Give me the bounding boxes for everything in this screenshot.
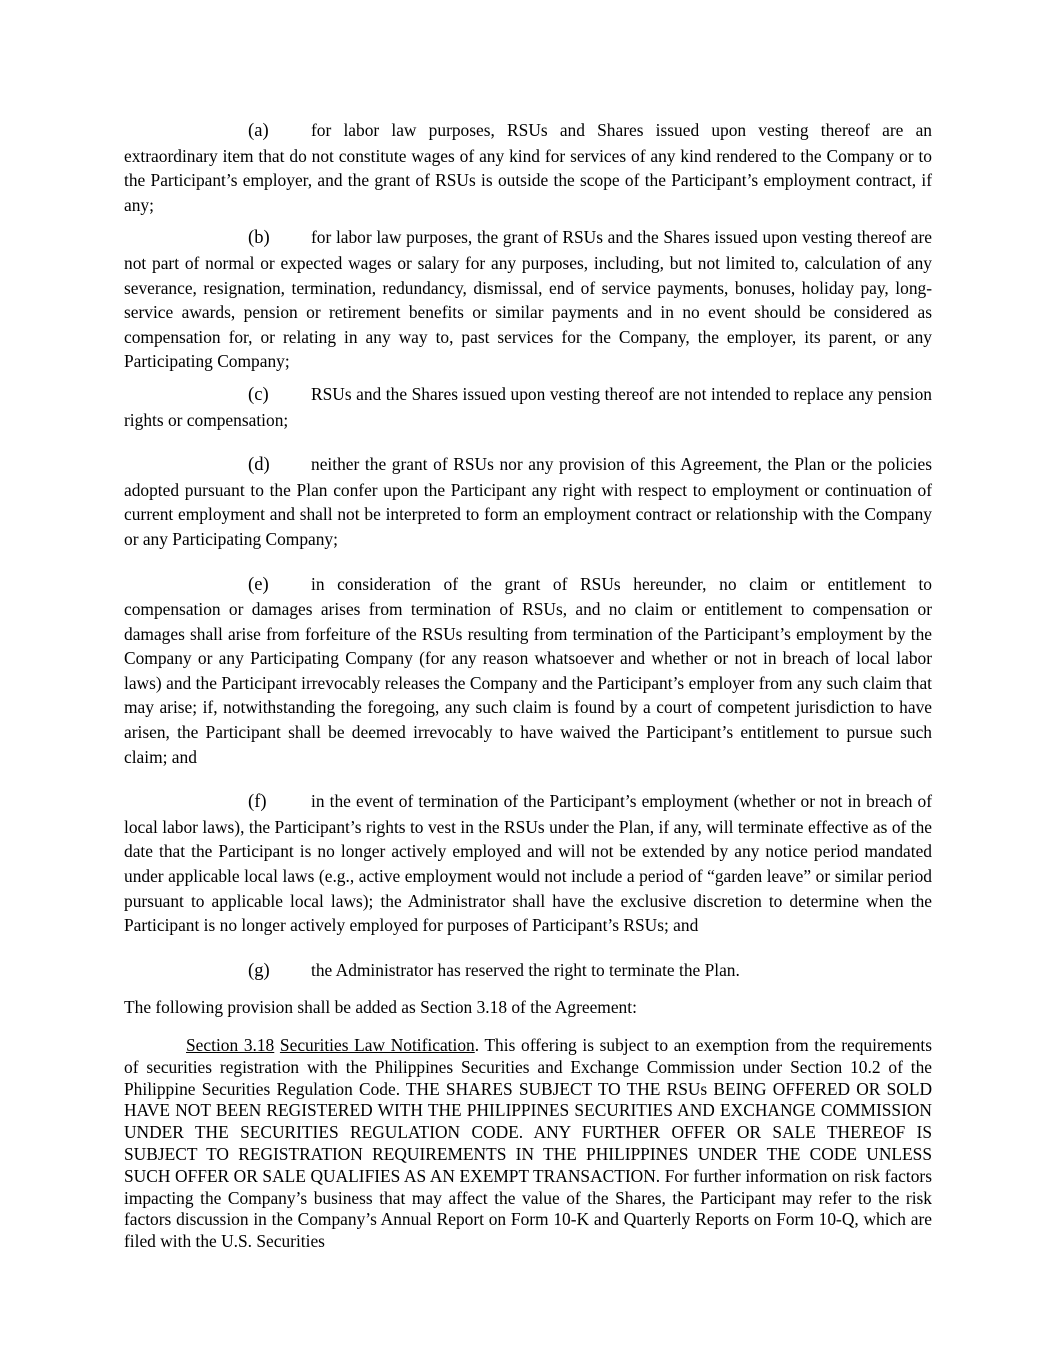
- section-body: . This offering is subject to an exemption from the requirements of securities registration with the Philippines Securities and Exchange Commission under Section 10.2 of the Philippine Securities Regulation Code. THE SHARES SUBJECT TO THE RSUs BEING OFFERED OR SOLD HAVE NOT BEEN REGISTERED WITH THE PHILIPPINES SECURITIES AND EXCHANGE COMMISSION UNDER THE SECURITIES REGULATION CODE. ANY FURTHER OFFER OR SALE THEREOF IS SUBJECT TO REGISTRATION REQUIREMENTS IN THE PHILIPPINES UNDER THE CODE UNLESS SUCH OFFER OR SALE QUALIFIES AS AN EXEMPT TRANSACTION. For further information on risk factors impacting the Company’s business that may affect the value of the Shares, the Participant may refer to the risk factors discussion in the Company’s Annual Report on Form 10-K and Quarterly Reports on Form 10-Q, which are filed with the U.S. Securities: [124, 1035, 932, 1252]
- clause-label: (b): [248, 227, 270, 249]
- clause-text: neither the grant of RSUs nor any provision of this Agreement, the Plan or the policies adopted pursuant to the Plan confer upon the Participant any right with respect to employment or continuation of current employment and shall not be interpreted to form an employment contract or relationship with the Company or any Participating Company;: [124, 454, 932, 549]
- clause-text: in consideration of the grant of RSUs hereunder, no claim or entitlement to compensation or damages arises from termination of RSUs, and no claim or entitlement to compensation or damages shall arise from forfeiture of the RSUs resulting from termination of the Participant’s employment by the Company or any Participating Company (for any reason whatsoever and whether or not in breach of local labor laws) and the Participant irrevocably releases the Company and the Participant’s employer from any such claim that may arise; if, notwithstanding the foregoing, any such claim is found by a court of competent jurisdiction to have arisen, the Participant shall be deemed irrevocably to have waived the Participant’s entitlement to pursue such claim; and: [124, 573, 932, 767]
- clause-f: [124, 789, 932, 938]
- clause-label: (a): [248, 120, 269, 141]
- clause-d: [124, 452, 932, 551]
- clause-label: (g): [248, 959, 270, 981]
- section-number: Section 3.18: [186, 1035, 275, 1055]
- clause-text: for labor law purposes, the grant of RSUs and the Shares issued upon vesting thereof are not part of normal or expected wages or salary for any purposes, including, but not limited to, calculation of any severance, resignation, termination, redundancy, dismissal, end of service payments, bonuses, holiday pay, long-service awards, pension or retirement benefits or similar payments and in no event should be considered as compensation for, or relating in any way to, past services for the Company, the employer, its parent, or any Participating Company;: [124, 227, 932, 372]
- clause-text: the Administrator has reserved the right to terminate the Plan.: [311, 959, 740, 980]
- clause-label: (d): [248, 454, 270, 476]
- clause-text: for labor law purposes, RSUs and Shares issued upon vesting thereof are an extraordinary item that do not constitute wages of any kind for services of any kind rendered to the Company or to the Participant’s employer, and the grant of RSUs is outside the scope of the Participant’s employment contract, if any;: [124, 120, 932, 215]
- clause-c: [124, 382, 932, 432]
- section-intro: The following provision shall be added as Section 3.18 of the Agreement:: [124, 997, 637, 1018]
- clause-g: [124, 958, 932, 984]
- clause-a: [124, 118, 932, 217]
- clause-label: (e): [248, 573, 269, 595]
- clause-text: RSUs and the Shares issued upon vesting thereof are not intended to replace any pension rights or compensation;: [124, 383, 932, 430]
- section-3-18: [124, 1035, 932, 1253]
- document-body: [124, 118, 932, 1253]
- clause-label: (c): [248, 383, 269, 405]
- section-heading: Securities Law Notification: [279, 1035, 475, 1055]
- clause-b: [124, 225, 932, 374]
- clause-text: in the event of termination of the Participant’s employment (whether or not in breach of local labor laws), the Participant’s rights to vest in the RSUs under the Plan, if any, will terminate effective as of the date that the Participant is no longer actively employed and will not be extended by any notice period mandated under applicable local laws (e.g., active employment would not include a period of “garden leave” or similar period pursuant to applicable local laws); the Administrator shall have the exclusive discretion to determine when the Participant is no longer actively employed for purposes of Participant’s RSUs; and: [124, 791, 932, 936]
- clause-label: (f): [248, 791, 267, 813]
- clause-e: [124, 572, 932, 770]
